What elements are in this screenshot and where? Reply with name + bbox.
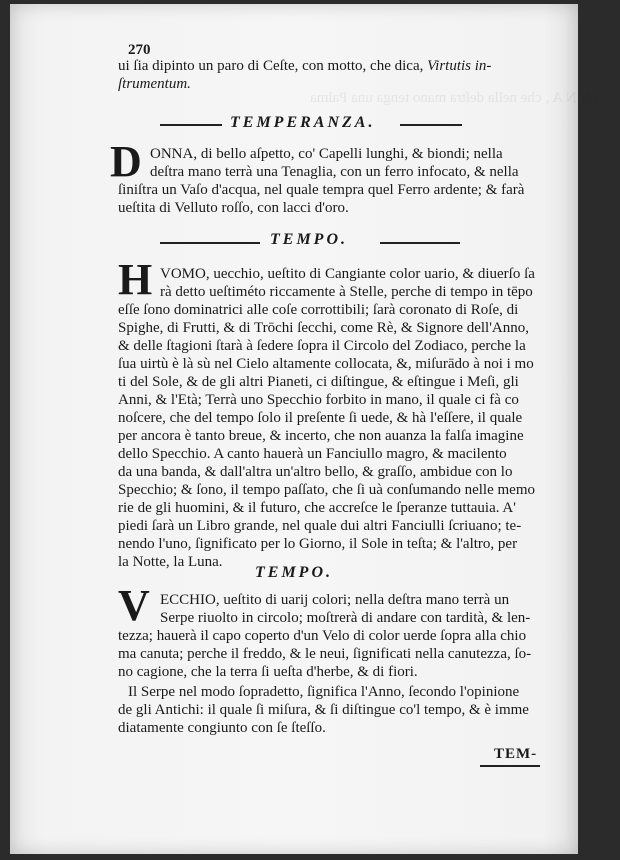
paragraph-line: rie de gli huomini, & il futuro, che accreſce le ſperanze tuttauia. A' [118,500,516,516]
paragraph-line: per ancora è tanto breue, & incerto, che non auanza la falſa imagine [118,428,524,444]
section-title-tempo-2: TEMPO. [255,564,333,581]
intro-line-1: ui ſia dipinto un paro di Ceſte, con motto, che dica, Virtutis in- [118,58,492,74]
paragraph-line: Specchio; & ſono, il tempo paſſato, che ſi uà conſumando nelle memo [118,482,535,498]
paragraph-line: piedi ſarà un Libro grande, nel quale dui altri Fanciulli ſcriuano; te- [118,518,522,534]
dropcap-h: H [118,255,153,304]
dropcap-v: V [118,581,150,630]
paragraph-line: da una banda, & dall'altra un'altro bello, & graſſo, ambidue con lo [118,464,513,480]
paragraph-line: Anni, & l'Età; Terrà uno Specchio forbito in mano, il quale ci fà co [118,392,519,408]
page-number: 270 [128,42,151,58]
paragraph-line: de gli Antichi: il quale ſi miſura, & ſi diſtingue co'l tempo, & è imme [118,702,529,718]
section-title-tempo-1: TEMPO. [270,231,348,248]
paragraph-line: eſſe ſono dominatrici alle coſe corrottibili; ſarà coronato di Roſe, di [118,302,519,318]
paragraph-line: VOMO, uecchio, ueſtito di Cangiante color uario, & diuerſo ſa [160,266,535,282]
section-title-temperanza: TEMPERANZA. [230,114,376,131]
paragraph-line: ma canuta; perche il freddo, & le neui, ſignificati nella canutezza, ſo- [118,646,532,662]
paragraph-line: dello Specchio. A canto hauerà un Fanciullo magro, & macilento [118,446,507,462]
paragraph-line: ECCHIO, ueſtito di uarij colori; nella deſtra mano terrà un [160,592,510,608]
paragraph-line: diatamente congiunto con ſe ſteſſo. [118,720,326,736]
paragraph-line: tezza; hauerà il capo coperto d'un Velo di color uerde ſopra alla chio [118,628,527,644]
paragraph-line: Il Serpe nel modo ſopradetto, ſignifica l'Anno, ſecondo l'opinione [128,684,520,700]
paragraph-line: no cagione, che la terra ſi ueſta d'herbe, & di fiori. [118,664,418,680]
dropcap-d: D [110,137,142,186]
paragraph-line: & delle ſtagioni ſtarà à ſedere ſopra il Circolo del Zodiaco, perche la [118,338,526,354]
paragraph-line: nendo l'uno, ſignificato per lo Giorno, il Sole in teſta; & l'altro, per [118,536,518,552]
paragraph-line: la Notte, la Luna. [118,554,223,570]
paragraph-line: ueſtita di Velluto roſſo, con lacci d'oro. [118,200,349,216]
catchword-underline [480,765,540,767]
intro-line-2: ſtrumentum. [118,76,191,92]
paragraph-line: rà detto ueſtiméto riccamente à Stelle, perche di tempo in tēpo [160,284,533,300]
section-rule-left [160,124,222,126]
book-page [10,4,620,854]
section-rule-left [160,242,260,244]
section-rule-right [400,124,462,126]
bleed-through: D O N N A , che nella deſtra mano tenga una Palma [310,90,620,106]
paragraph-line: deſtra mano terrà una Tenaglia, con un ferro infocato, & nella [150,164,519,180]
paragraph-line: ti del Sole, & de gli altri Pianeti, ci diſtingue, & eſtingue i Meſi, gli [118,374,519,390]
paragraph-line: ſua uirtù è là sù nel Cielo altamente collocata, &, miſurādo à noi i mo [118,356,534,372]
section-rule-right [380,242,460,244]
catchword: TEM- [494,746,538,762]
paragraph-line: Serpe riuolto in circolo; moſtrerà di andare con tardità, & len- [160,610,531,626]
paragraph-line: ſiniſtra un Vaſo d'acqua, nel quale tempra quel Ferro ardente; & farà [118,182,525,198]
paragraph-line: Spighe, di Frutti, & di Trōchi ſecchi, come Rè, & Signore dell'Anno, [118,320,530,336]
paragraph-line: ONNA, di bello aſpetto, co' Capelli lunghi, & biondi; nella [150,146,503,162]
paragraph-line: noſcere, che del tempo ſolo il preſente ſi uede, & hà l'eſſere, il quale [118,410,523,426]
